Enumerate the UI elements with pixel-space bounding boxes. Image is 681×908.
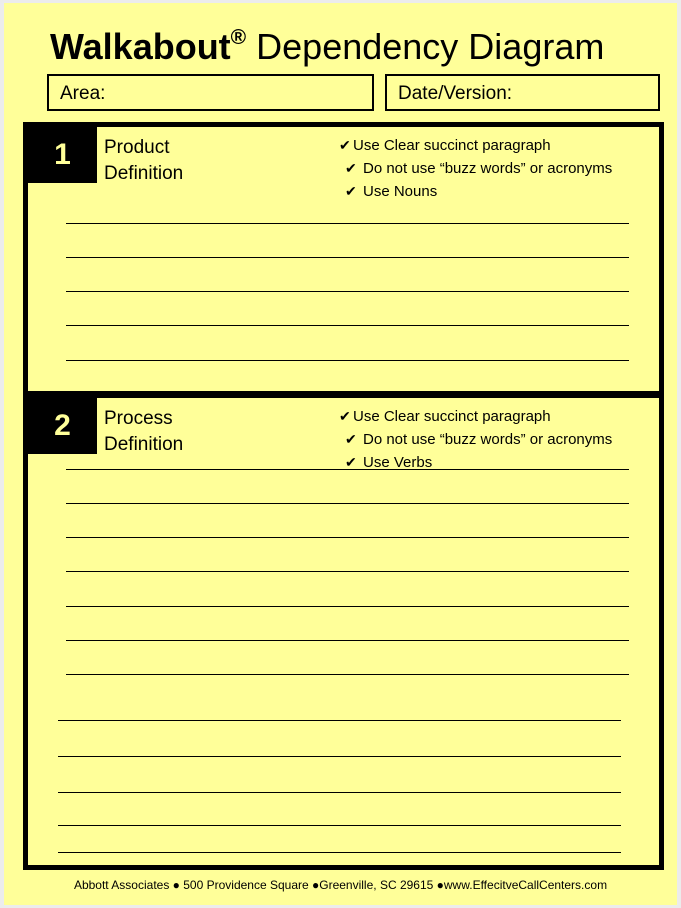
writing-line[interactable] [58,756,621,757]
registered-mark: ® [230,26,247,49]
writing-line[interactable] [66,469,629,470]
writing-line[interactable] [66,257,629,258]
checkmark-icon: ✔ [345,431,357,447]
page-title [50,23,680,71]
writing-line[interactable] [66,360,629,361]
checkmark-icon: ✔ [345,160,357,176]
worksheet-page [4,3,677,905]
guideline-text: Do not use “buzz words” or acronyms [363,160,613,177]
guideline-list [339,405,612,474]
guideline-text: Use Clear succinct paragraph [353,137,551,154]
guideline-item [339,180,612,203]
writing-line[interactable] [66,537,629,538]
writing-line[interactable] [66,503,629,504]
guideline-text: Do not use “buzz words” or acronyms [363,431,613,448]
guideline-item [339,134,612,157]
writing-line[interactable] [66,571,629,572]
guideline-item [339,451,612,474]
section-number: 1 [28,127,97,183]
guideline-text: Use Clear succinct paragraph [353,408,551,425]
date-version-field[interactable] [385,74,660,111]
section-heading [104,135,183,187]
guideline-item [339,428,612,451]
area-field[interactable] [47,74,374,111]
section-heading-line2: Definition [104,163,184,184]
section-heading-line1: Process [104,408,173,429]
area-label: Area: [60,83,106,104]
writing-line[interactable] [58,825,621,826]
guideline-item [339,157,612,180]
footer-address: Abbott Associates ● 500 Providence Square ●Greenville, SC 29615 ●www.EffecitveCallCenters.com [73,878,608,892]
checkmark-icon: ✔ [339,408,351,424]
writing-line[interactable] [66,325,629,326]
writing-line[interactable] [58,720,621,721]
section-heading [104,406,183,458]
guideline-text: Use Nouns [363,183,438,200]
checkmark-icon: ✔ [345,454,357,470]
checkmark-icon: ✔ [339,137,351,153]
section-heading-line1: Product [104,137,170,158]
guideline-list [339,134,612,203]
section-heading-line2: Definition [104,434,184,455]
writing-line[interactable] [58,852,621,853]
writing-line[interactable] [66,674,629,675]
date-version-label: Date/Version: [398,83,513,104]
guideline-item [339,405,612,428]
product-definition-panel [23,122,664,396]
title-brand: Walkabout [50,26,231,67]
writing-line[interactable] [66,291,629,292]
process-definition-panel [23,393,664,870]
checkmark-icon: ✔ [345,183,357,199]
section-number: 2 [28,398,97,454]
writing-line[interactable] [66,640,629,641]
guideline-text: Use Verbs [363,454,433,471]
writing-line[interactable] [66,606,629,607]
title-rest: Dependency Diagram [246,26,605,67]
writing-line[interactable] [66,223,629,224]
writing-line[interactable] [58,792,621,793]
